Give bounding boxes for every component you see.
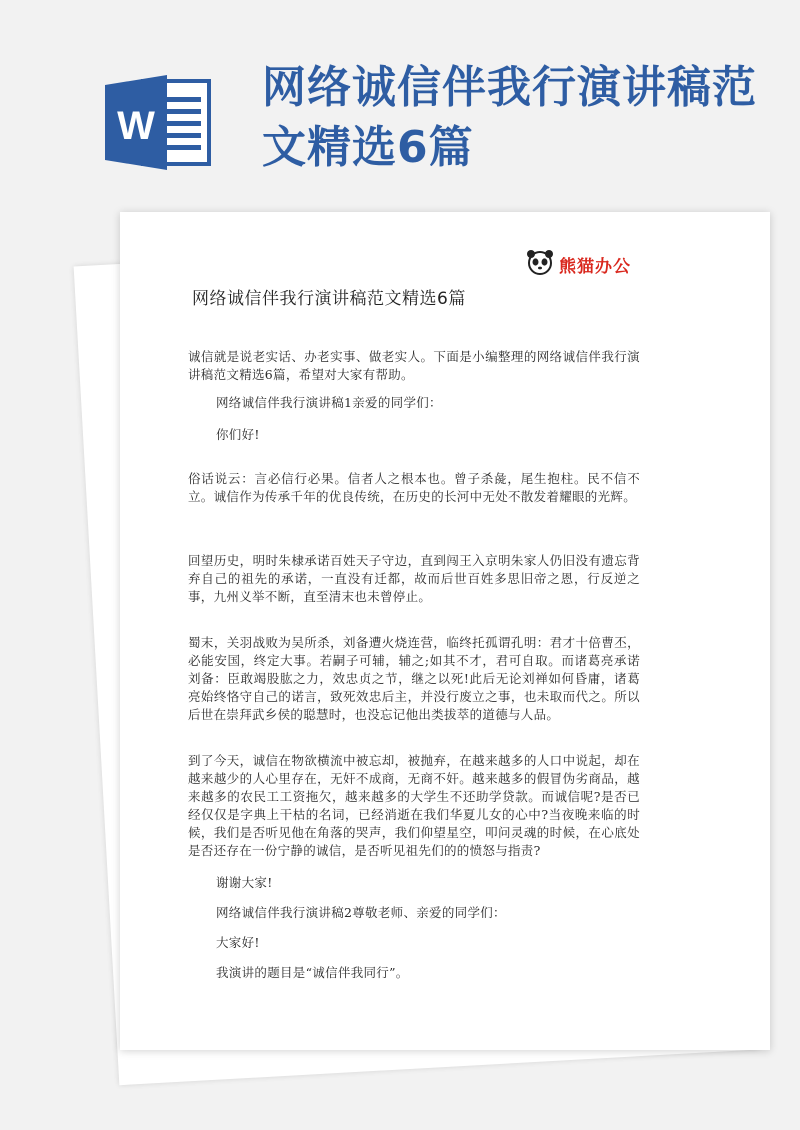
intro-paragraph: 诚信就是说老实话、办老实事、做老实人。下面是小编整理的网络诚信伴我行演讲稿范文精选6篇，希望对大家有帮助。 xyxy=(188,349,640,382)
word-document-icon xyxy=(105,75,215,170)
greeting: 你们好! xyxy=(216,427,260,442)
header xyxy=(0,0,800,210)
thanks-line: 谢谢大家! xyxy=(216,875,273,890)
brand-logo xyxy=(525,246,631,282)
brand-name: 熊猫办公 xyxy=(559,256,631,277)
greeting: 大家好! xyxy=(216,935,260,950)
paragraph: 蜀末，关羽战败为吴所杀，刘备遭火烧连营，临终托孤谓孔明：君才十倍曹丕，必能安国，终定大事。若嗣子可辅，辅之;如其不才，君可自取。而诸葛亮承诺刘备：臣敢竭股肱之力，效忠贞之节，继之以死!此后无论刘禅如何昏庸，诸葛亮始终恪守自己的诺言，致死效忠后主，并没行废立之事，也未取而代之。所以后世在崇拜武乡侯的聪慧时，也没忘记他出类拔萃的道德与人品。 xyxy=(188,635,640,722)
paragraph: 到了今天，诚信在物欲横流中被忘却，被抛弃，在越来越多的人口中说起，却在越来越少的人心里存在，无奸不成商，无商不奸。越来越多的假冒伪劣商品，越来越多的农民工工资拖欠，越来越多的大学生不还助学贷款。而诚信呢?是否已经仅仅是字典上干枯的名词，已经消逝在我们华夏儿女的心中?当夜晚来临的时候，我们是否听见他在角落的哭声，我们仰望星空，叩问灵魂的时候，在心底处是否还存在一份宁静的诚信，是否听见祖先们的的愤怒与指责? xyxy=(188,753,640,858)
document-title: 网络诚信伴我行演讲稿范文精选6篇 xyxy=(192,289,466,309)
speech-2-heading: 网络诚信伴我行演讲稿2尊敬老师、亲爱的同学们： xyxy=(216,905,506,920)
panda-icon xyxy=(525,247,555,281)
speech-1-heading: 网络诚信伴我行演讲稿1亲爱的同学们： xyxy=(216,395,442,410)
paragraph: 俗话说云：言必信行必果。信者人之根本也。曾子杀彘，尾生抱柱。民不信不立。诚信作为传承千年的优良传统，在历史的长河中无处不散发着耀眼的光辉。 xyxy=(188,471,640,504)
paragraph: 回望历史，明时朱棣承诺百姓天子守边，直到闯王入京明朱家人仍旧没有遗忘背弃自己的祖先的承诺，一直没有迁都，故而后世百姓多思旧帝之恩，行反逆之事，九州义举不断，直至清末也未曾停止。 xyxy=(188,553,640,604)
document-page xyxy=(120,212,770,1050)
speech-topic-line: 我演讲的题目是“诚信伴我同行”。 xyxy=(216,965,409,980)
page-title: 网络诚信伴我行演讲稿范文精选6篇 xyxy=(262,62,757,173)
word-letter: W xyxy=(117,104,155,148)
